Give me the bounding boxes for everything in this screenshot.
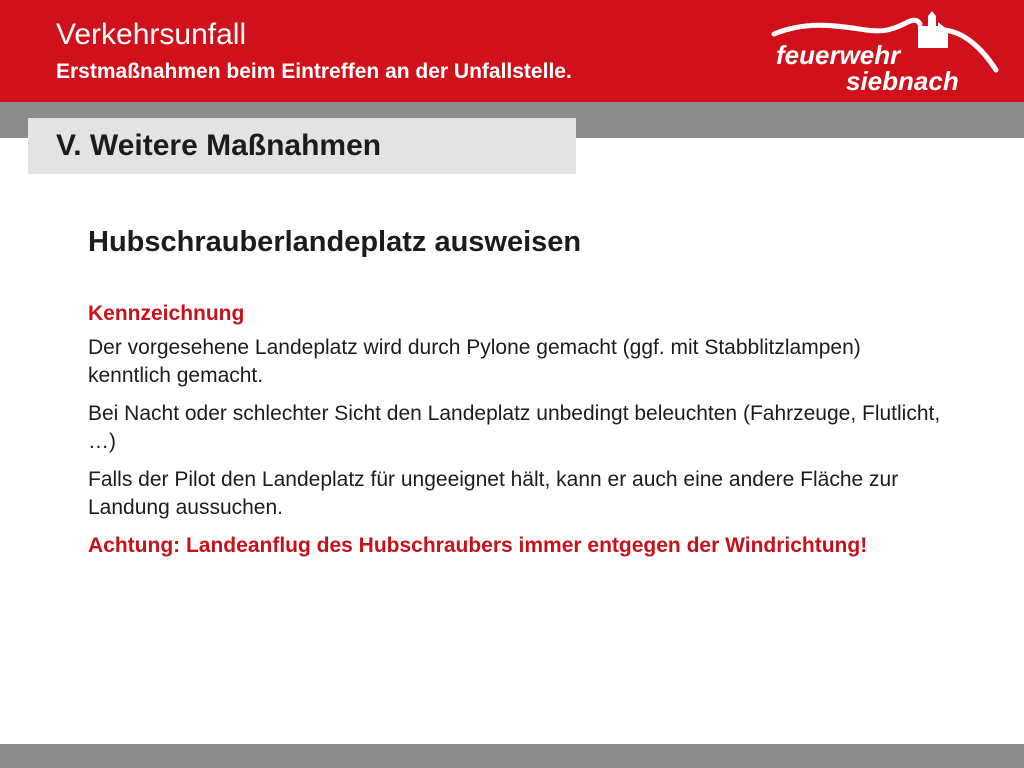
section-title-box	[28, 118, 576, 174]
logo-line-feuerwehr: feuerwehr	[776, 40, 901, 70]
warning-windrichtung: Achtung: Landeanflug des Hubschraubers immer entgegen der Windrichtung!	[88, 534, 868, 557]
subheading-kennzeichnung: Kennzeichnung	[88, 302, 245, 325]
logo-line-siebnach: siebnach	[846, 66, 959, 96]
header-title: Verkehrsunfall	[56, 18, 247, 51]
header-bar	[0, 0, 1024, 102]
header-subtitle: Erstmaßnahmen beim Eintreffen an der Unfallstelle.	[56, 60, 572, 83]
feuerwehr-siebnach-logo	[768, 4, 1002, 98]
slide-content	[88, 222, 948, 560]
slide-heading: Hubschrauberlandeplatz ausweisen	[88, 226, 582, 258]
paragraph-andere-flaeche: Falls der Pilot den Landeplatz für ungeeignet hält, kann er auch eine andere Fläche zur Landung aussuchen.	[88, 468, 899, 519]
paragraph-pylone: Der vorgesehene Landeplatz wird durch Pylone gemacht (ggf. mit Stabblitzlampen) kenntlich gemacht.	[88, 336, 861, 387]
footer-band	[0, 744, 1024, 768]
paragraph-beleuchtung: Bei Nacht oder schlechter Sicht den Landeplatz unbedingt beleuchten (Fahrzeuge, Flutlicht, …)	[88, 402, 941, 453]
section-title: V. Weitere Maßnahmen	[56, 129, 382, 162]
